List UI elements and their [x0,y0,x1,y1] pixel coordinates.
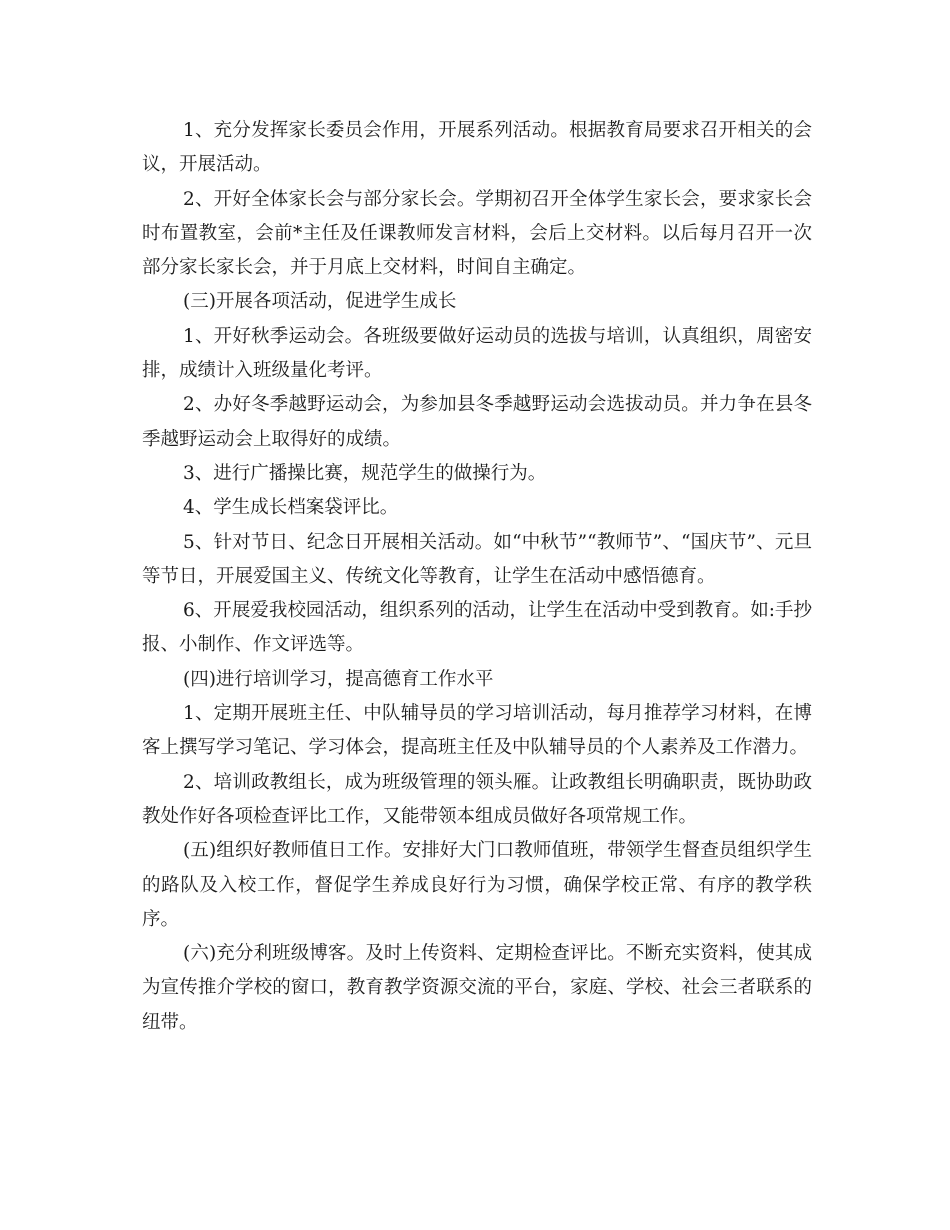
paragraph-parent-meetings: 2、开好全体家长会与部分家长会。学期初召开全体学生家长会，要求家长会时布置教室，会前*主任及任课教师发言材料，会后上交材料。以后每月召开一次部分家长家长会，并于月底上交材料，时间自主确定。 [142,188,812,279]
paragraph-winter-crosscountry: 2、办好冬季越野运动会，为参加县冬季越野运动会选拔动员。并力争在县冬季越野运动会上取得好的成绩。 [142,394,812,450]
paragraph-autumn-sports: 1、开好秋季运动会。各班级要做好运动员的选拔与培训，认真组织，周密安排，成绩计入班级量化考评。 [142,325,812,382]
paragraph-campus-activities: 6、开展爱我校园活动，组织系列的活动，让学生在活动中受到教育。如:手抄报、小制作、作文评选等。 [142,600,812,656]
paragraph-group-leaders: 2、培训政教组长，成为班级管理的领头雁。让政教组长明确职责，既协助政教处作好各项检查评比工作，又能带领本组成员做好各项常规工作。 [142,771,812,827]
section-class-blog: (六)充分利班级博客。及时上传资料、定期检查评比。不断充实资料，使其成为宣传推介学校的窗口，教育教学资源交流的平台，家庭、学校、社会三者联系的纽带。 [142,943,812,1033]
section-heading-training: (四)进行培训学习，提高德育工作水平 [183,668,494,690]
paragraph-parent-committee: 1、充分发挥家长委员会作用，开展系列活动。根据教育局要求召开相关的会议，开展活动。 [142,120,812,176]
paragraph-broadcast-exercise: 3、进行广播操比赛，规范学生的做操行为。 [183,462,547,484]
document-body [142,114,812,1040]
section-heading-activities: (三)开展各项活动，促进学生成长 [183,291,457,313]
section-duty-work: (五)组织好教师值日工作。安排好大门口教师值班，带领学生督查员组织学生的路队及入校工作，督促学生养成良好行为习惯，确保学校正常、有序的教学秩序。 [142,840,812,930]
paragraph-teacher-training: 1、定期开展班主任、中队辅导员的学习培训活动，每月推荐学习材料，在博客上撰写学习笔记、学习体会，提高班主任及中队辅导员的个人素养及工作潜力。 [142,703,812,759]
paragraph-festival-activities: 5、针对节日、纪念日开展相关活动。如“中秋节”“教师节”、“国庆节”、元旦等节日，开展爱国主义、传统文化等教育，让学生在活动中感悟德育。 [142,531,812,587]
paragraph-growth-portfolio: 4、学生成长档案袋评比。 [183,497,399,519]
